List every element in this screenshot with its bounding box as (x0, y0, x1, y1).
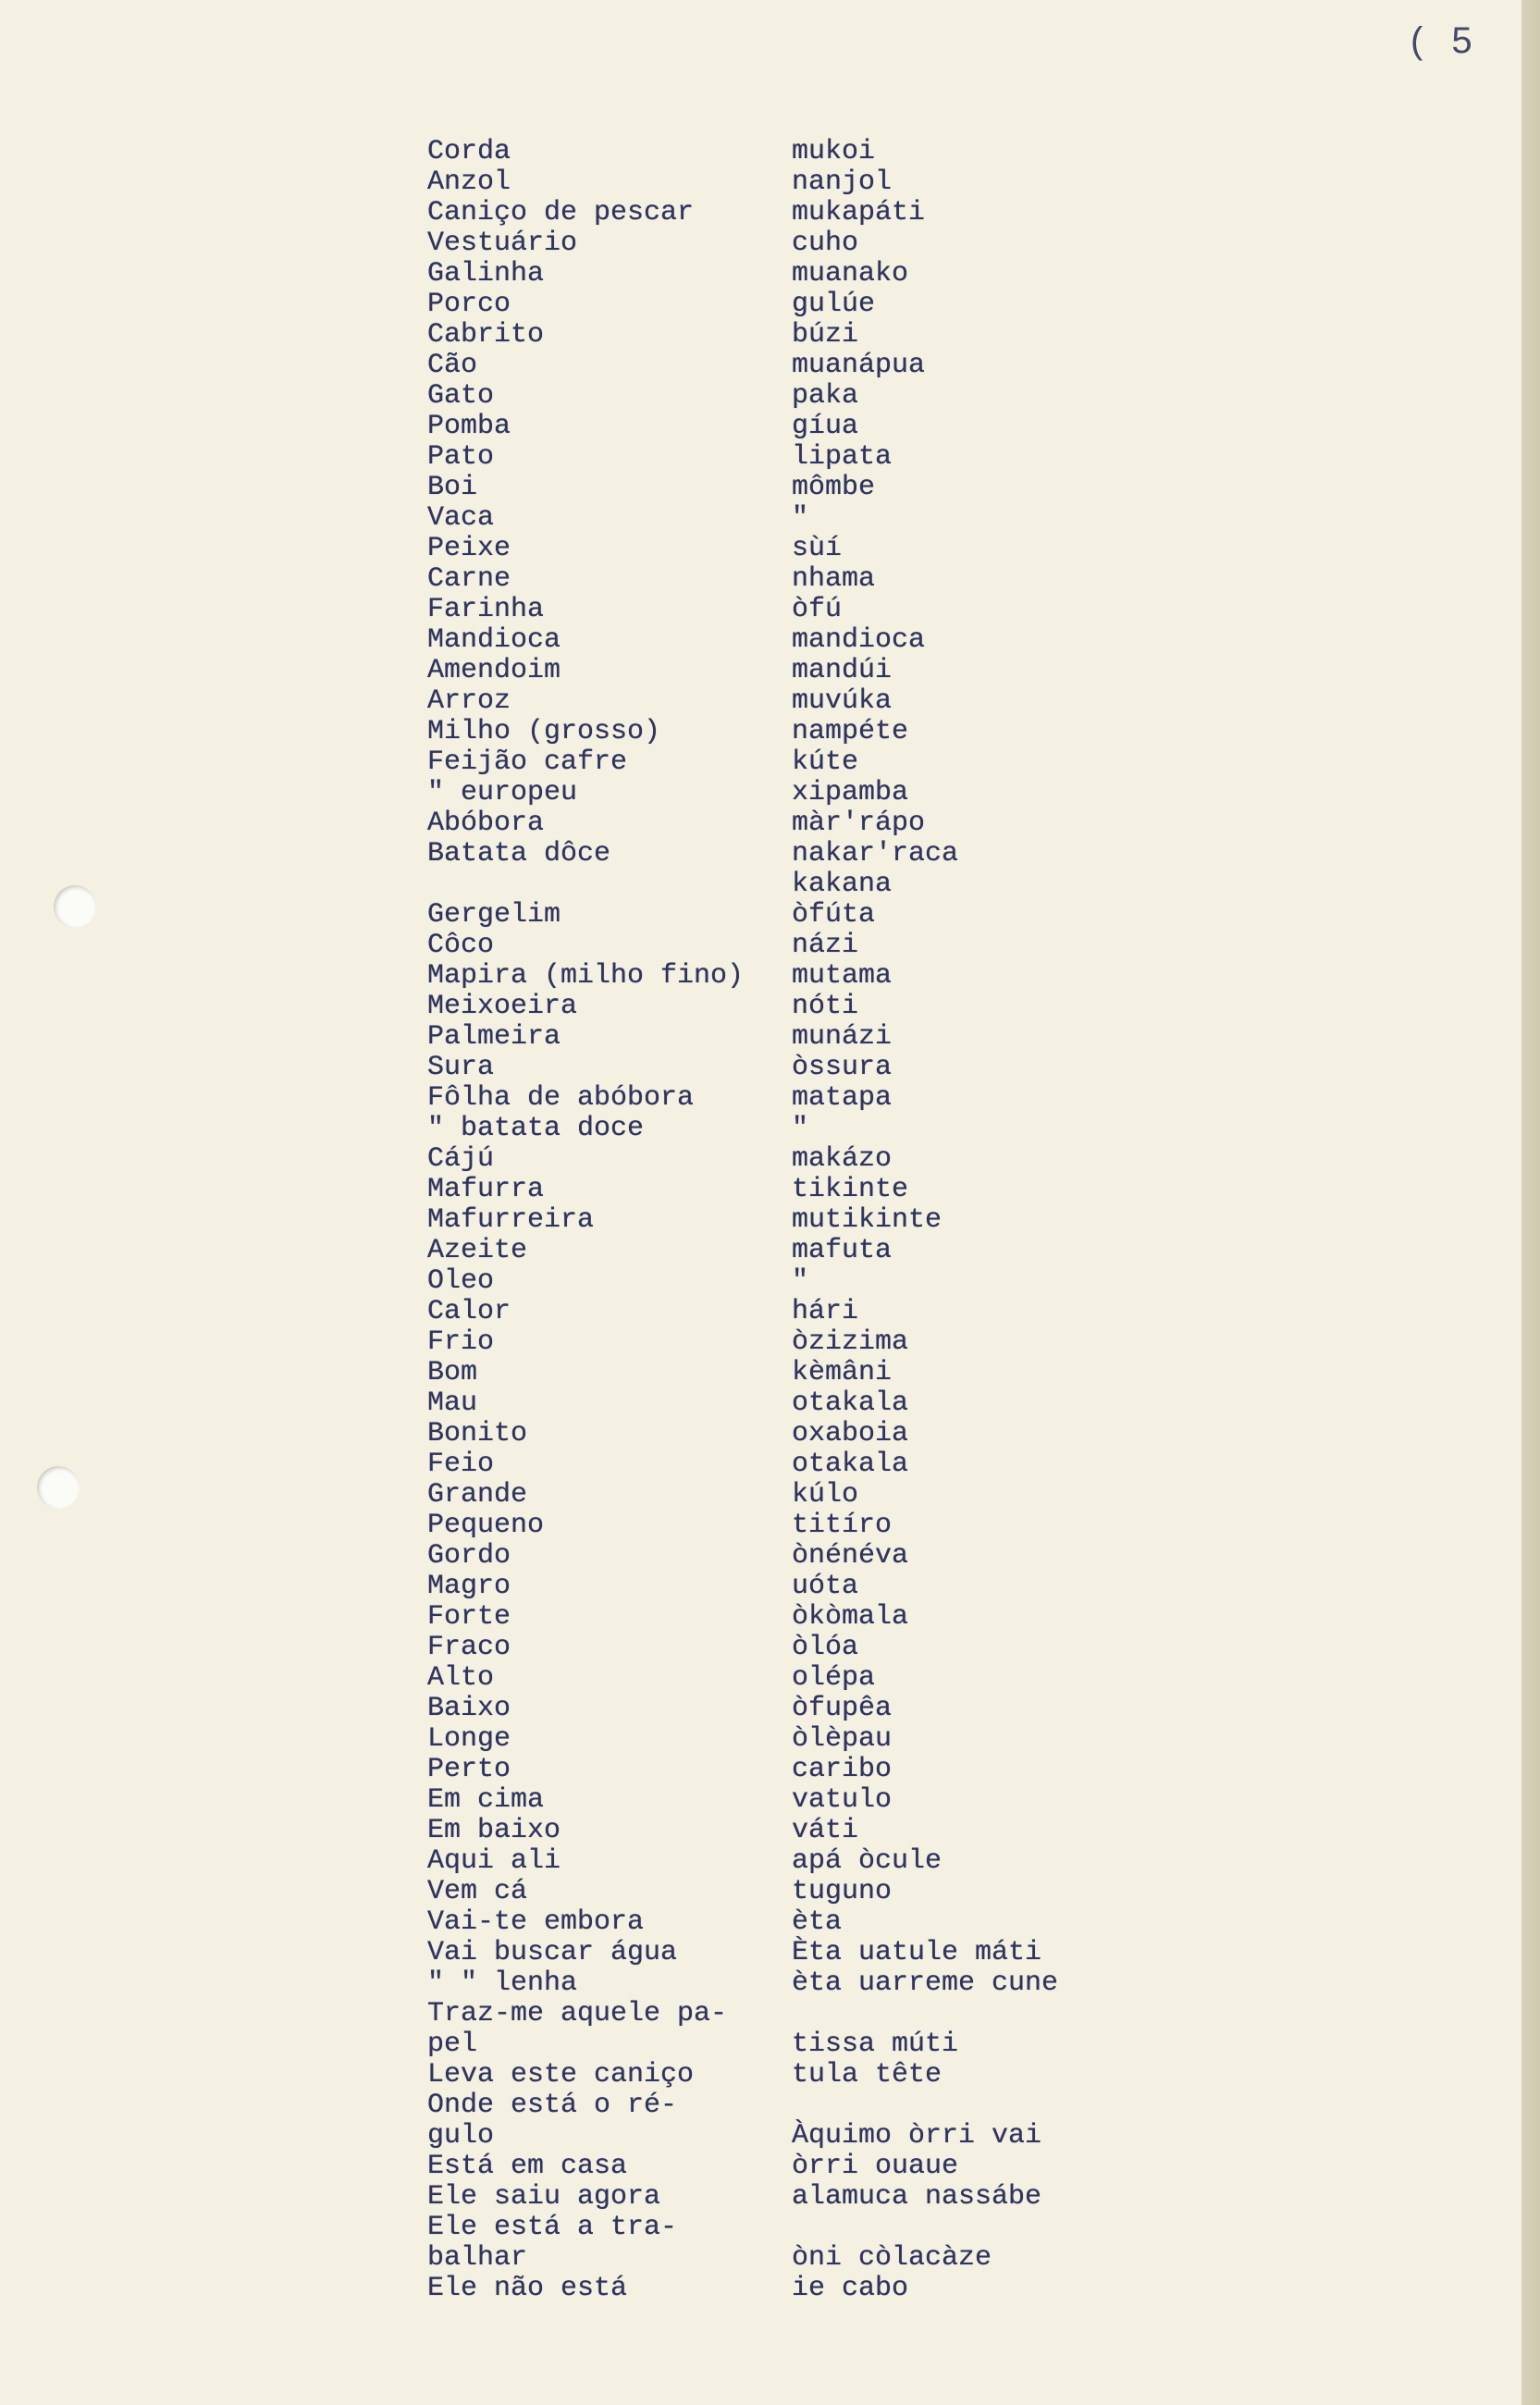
vocabulary-row (422, 1724, 1125, 1755)
vocabulary-row (422, 442, 1125, 473)
vocabulary-row (422, 961, 1125, 992)
portuguese-term: Abóbora (427, 808, 545, 839)
local-term: cuho (792, 228, 859, 259)
portuguese-term: Perto (427, 1754, 511, 1785)
vocabulary-row (422, 1663, 1125, 1694)
vocabulary-row (422, 778, 1125, 808)
portuguese-term: Está em casa (427, 2151, 628, 2182)
local-term: mutama (792, 960, 893, 992)
portuguese-term: Forte (427, 1601, 511, 1633)
portuguese-term: Aqui ali (427, 1845, 561, 1877)
vocabulary-row (422, 1175, 1125, 1205)
portuguese-term: Bonito (427, 1418, 528, 1449)
vocabulary-row (422, 228, 1125, 259)
local-term: " (792, 1265, 809, 1297)
local-term: mukoi (792, 136, 876, 167)
vocabulary-row (422, 1511, 1125, 1541)
portuguese-term: Alto (427, 1662, 495, 1694)
vocabulary-row (422, 1968, 1125, 1999)
local-term: ònénéva (792, 1540, 909, 1572)
portuguese-term: Ele saiu agora (427, 2181, 661, 2213)
local-term: òkòmala (792, 1601, 909, 1633)
local-term: mutikinte (792, 1204, 942, 1236)
local-term: èta uarreme cune (792, 1967, 1059, 1999)
local-term: otakala (792, 1449, 909, 1480)
local-term: paka (792, 380, 859, 412)
vocabulary-row (422, 1053, 1125, 1083)
portuguese-term: Mapira (milho fino) (427, 960, 745, 992)
portuguese-term: " batata doce (427, 1113, 645, 1144)
local-term: tuguno (792, 1876, 893, 1907)
vocabulary-row (422, 1755, 1125, 1785)
portuguese-term: balhar (427, 2242, 528, 2274)
local-term: òlóa (792, 1632, 859, 1663)
vocabulary-row (422, 1419, 1125, 1449)
vocabulary-row (422, 320, 1125, 351)
portuguese-term: Mafurra (427, 1174, 545, 1205)
vocabulary-row (422, 1785, 1125, 1816)
local-term: kèmâni (792, 1357, 893, 1388)
vocabulary-row (422, 198, 1125, 228)
local-term: kakana (792, 869, 893, 900)
vocabulary-row (422, 1236, 1125, 1266)
vocabulary-row (422, 992, 1125, 1022)
vocabulary-row (422, 2274, 1125, 2304)
vocabulary-row (422, 1816, 1125, 1846)
portuguese-term: Gato (427, 380, 495, 412)
vocabulary-row (422, 259, 1125, 290)
portuguese-term: " " lenha (427, 1967, 578, 1999)
portuguese-term: Vestuário (427, 228, 578, 259)
vocabulary-row (422, 900, 1125, 931)
local-term: tikinte (792, 1174, 909, 1205)
local-term: titíro (792, 1510, 893, 1541)
portuguese-term: Ele está a tra- (427, 2212, 678, 2243)
portuguese-term: Milho (grosso) (427, 716, 661, 747)
vocabulary-row (422, 1022, 1125, 1053)
vocabulary-row (422, 2152, 1125, 2182)
vocabulary-row (422, 167, 1125, 198)
local-term: váti (792, 1815, 859, 1846)
portuguese-term: Mau (427, 1388, 478, 1419)
portuguese-term: Fôlha de abóbora (427, 1082, 695, 1114)
local-term: vatulo (792, 1784, 893, 1816)
local-term: èta (792, 1906, 843, 1938)
local-term: búzi (792, 319, 859, 351)
local-term: lipata (792, 441, 893, 473)
local-term: mandioca (792, 624, 926, 656)
portuguese-term: Amendoim (427, 655, 561, 686)
local-term: òzizima (792, 1326, 909, 1358)
portuguese-term: Mandioca (427, 624, 561, 656)
portuguese-term: Arroz (427, 685, 511, 717)
portuguese-term: Ele não está (427, 2273, 628, 2304)
vocabulary-row (422, 2121, 1125, 2152)
vocabulary-row (422, 1449, 1125, 1480)
vocabulary-row (422, 503, 1125, 534)
vocabulary-row (422, 747, 1125, 778)
local-term: Àquimo òrri vai (792, 2120, 1042, 2152)
vocabulary-row (422, 381, 1125, 412)
portuguese-term: Côco (427, 930, 495, 961)
portuguese-term: Cão (427, 350, 478, 381)
local-term: nanjol (792, 166, 893, 198)
local-term: òssura (792, 1052, 893, 1083)
local-term: otakala (792, 1388, 909, 1419)
portuguese-term: Cabrito (427, 319, 545, 351)
portuguese-term: Grande (427, 1479, 528, 1511)
vocabulary-row (422, 2029, 1125, 2060)
local-term: mafuta (792, 1235, 893, 1266)
local-term: sùí (792, 533, 843, 564)
vocabulary-row (422, 137, 1125, 167)
portuguese-term: Cájú (427, 1143, 495, 1175)
portuguese-term: Traz-me aquele pa- (427, 1998, 728, 2029)
vocabulary-row (422, 1358, 1125, 1388)
vocabulary-row (422, 473, 1125, 503)
vocabulary-row (422, 656, 1125, 686)
portuguese-term: Calor (427, 1296, 511, 1327)
vocabulary-row (422, 1541, 1125, 1572)
vocabulary-row (422, 2243, 1125, 2274)
local-term: apá òcule (792, 1845, 942, 1877)
vocabulary-row (422, 717, 1125, 747)
portuguese-term: Sura (427, 1052, 495, 1083)
vocabulary-row (422, 1205, 1125, 1236)
local-term: oxaboia (792, 1418, 909, 1449)
vocabulary-row (422, 412, 1125, 442)
vocabulary-row (422, 808, 1125, 839)
local-term: tissa múti (792, 2029, 959, 2060)
vocabulary-row (422, 1999, 1125, 2029)
vocabulary-row (422, 2213, 1125, 2243)
portuguese-term: Leva este caniço (427, 2059, 695, 2090)
portuguese-term: Pequeno (427, 1510, 545, 1541)
portuguese-term: Vai buscar água (427, 1937, 678, 1968)
local-term: nampéte (792, 716, 909, 747)
local-term: olépa (792, 1662, 876, 1694)
portuguese-term: Em cima (427, 1784, 545, 1816)
local-term: hári (792, 1296, 859, 1327)
local-term: muvúka (792, 685, 893, 717)
portuguese-term: Anzol (427, 166, 511, 198)
portuguese-term: Frio (427, 1326, 495, 1358)
portuguese-term: Gergelim (427, 899, 561, 931)
vocabulary-row (422, 870, 1125, 900)
portuguese-term: Peixe (427, 533, 511, 564)
local-term: mandúi (792, 655, 893, 686)
local-term: nóti (792, 991, 859, 1022)
portuguese-term: Azeite (427, 1235, 528, 1266)
local-term: mômbe (792, 472, 876, 503)
local-term: muanako (792, 258, 909, 290)
local-term: názi (792, 930, 859, 961)
portuguese-term: Batata dôce (427, 838, 611, 870)
vocabulary-row (422, 1480, 1125, 1511)
local-term: nakar'raca (792, 838, 959, 870)
local-term: òni còlacàze (792, 2242, 992, 2274)
vocabulary-row (422, 595, 1125, 625)
vocabulary-row (422, 686, 1125, 717)
vocabulary-row (422, 534, 1125, 564)
vocabulary-row (422, 1266, 1125, 1297)
punch-hole (54, 885, 96, 928)
vocabulary-row (422, 931, 1125, 961)
portuguese-term: Gordo (427, 1540, 511, 1572)
portuguese-term: Bom (427, 1357, 478, 1388)
vocabulary-row (422, 1633, 1125, 1663)
local-term: matapa (792, 1082, 893, 1114)
portuguese-term: pel (427, 2029, 478, 2060)
vocabulary-row (422, 290, 1125, 320)
local-term: òfú (792, 594, 843, 625)
vocabulary-row (422, 1572, 1125, 1602)
portuguese-term: Feio (427, 1449, 495, 1480)
portuguese-term: Corda (427, 136, 511, 167)
local-term: ie cabo (792, 2273, 909, 2304)
portuguese-term: Boi (427, 472, 478, 503)
vocabulary-row (422, 2090, 1125, 2121)
punch-hole (37, 1466, 80, 1509)
local-term: Èta uatule máti (792, 1937, 1042, 1968)
vocabulary-row (422, 2182, 1125, 2213)
vocabulary-row (422, 1144, 1125, 1175)
portuguese-term: Pato (427, 441, 495, 473)
local-term: òfupêa (792, 1693, 893, 1724)
portuguese-term: Feijão cafre (427, 746, 628, 778)
local-term: muanápua (792, 350, 926, 381)
local-term: " (792, 502, 809, 534)
portuguese-term: Farinha (427, 594, 545, 625)
local-term: xipamba (792, 777, 909, 808)
local-term: òfúta (792, 899, 876, 931)
local-term: màr'rápo (792, 808, 926, 839)
local-term: tula tête (792, 2059, 942, 2090)
portuguese-term: Pomba (427, 411, 511, 442)
vocabulary-row (422, 351, 1125, 381)
local-term: gíua (792, 411, 859, 442)
vocabulary-row (422, 1907, 1125, 1938)
local-term: òlèpau (792, 1723, 893, 1755)
vocabulary-row (422, 625, 1125, 656)
vocabulary-row (422, 1327, 1125, 1358)
vocabulary-row (422, 1938, 1125, 1968)
portuguese-term: Oleo (427, 1265, 495, 1297)
vocabulary-row (422, 2060, 1125, 2090)
local-term: " (792, 1113, 809, 1144)
vocabulary-row (422, 1297, 1125, 1327)
local-term: caribo (792, 1754, 893, 1785)
local-term: munázi (792, 1021, 893, 1053)
portuguese-term: Vai-te embora (427, 1906, 645, 1938)
portuguese-term: Mafurreira (427, 1204, 595, 1236)
vocabulary-row (422, 1846, 1125, 1877)
local-term: mukapáti (792, 197, 926, 228)
portuguese-term: Meixoeira (427, 991, 578, 1022)
portuguese-term: Carne (427, 563, 511, 595)
local-term: nhama (792, 563, 876, 595)
portuguese-term: Caniço de pescar (427, 197, 695, 228)
vocabulary-row (422, 1602, 1125, 1633)
portuguese-term: Fraco (427, 1632, 511, 1663)
local-term: kúte (792, 746, 859, 778)
local-term: uóta (792, 1571, 859, 1602)
local-term: alamuca nassábe (792, 2181, 1042, 2213)
vocabulary-list (422, 137, 1125, 2304)
portuguese-term: Magro (427, 1571, 511, 1602)
local-term: òrri ouaue (792, 2151, 959, 2182)
portuguese-term: Galinha (427, 258, 545, 290)
local-term: gulúe (792, 289, 876, 320)
vocabulary-row (422, 1388, 1125, 1419)
portuguese-term: Vaca (427, 502, 495, 534)
page-number: ( 5 (1411, 20, 1482, 61)
portuguese-term: Em baixo (427, 1815, 561, 1846)
local-term: makázo (792, 1143, 893, 1175)
portuguese-term: " europeu (427, 777, 578, 808)
page-edge (1522, 0, 1540, 2405)
vocabulary-row (422, 839, 1125, 870)
vocabulary-row (422, 1877, 1125, 1907)
vocabulary-row (422, 1114, 1125, 1144)
portuguese-term: gulo (427, 2120, 495, 2152)
portuguese-term: Palmeira (427, 1021, 561, 1053)
portuguese-term: Longe (427, 1723, 511, 1755)
portuguese-term: Onde está o ré- (427, 2090, 678, 2121)
portuguese-term: Porco (427, 289, 511, 320)
portuguese-term: Baixo (427, 1693, 511, 1724)
local-term: kúlo (792, 1479, 859, 1511)
portuguese-term: Vem cá (427, 1876, 528, 1907)
vocabulary-row (422, 1083, 1125, 1114)
vocabulary-row (422, 564, 1125, 595)
vocabulary-row (422, 1694, 1125, 1724)
